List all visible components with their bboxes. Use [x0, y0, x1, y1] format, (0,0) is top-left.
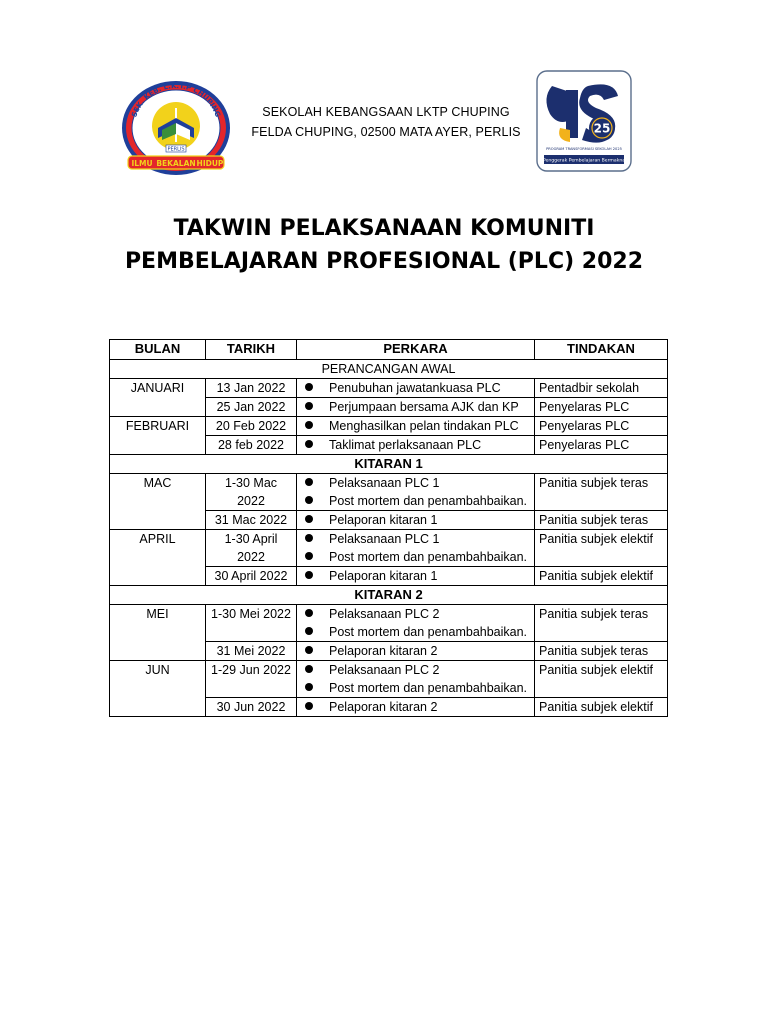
date-cell: 1-30 Mac 2022 [206, 474, 297, 511]
header-tarikh: TARIKH [206, 340, 297, 360]
items-cell [297, 511, 535, 530]
crest-top-text: SEK. KEB. L.K.T.P CHUPING [130, 81, 222, 119]
list-item: Pelaksanaan PLC 1 [301, 474, 530, 492]
document-header [0, 70, 768, 180]
month-cell: MAC [110, 474, 206, 530]
section-title: KITARAN 2 [110, 586, 668, 605]
list-item: Menghasilkan pelan tindakan PLC [301, 417, 530, 435]
list-item: Post mortem dan penambahbaikan. [301, 492, 530, 510]
crest-state-text: PERLIS [167, 146, 185, 153]
action-cell: Penyelaras PLC [535, 398, 668, 417]
items-cell [297, 698, 535, 717]
action-cell: Panitia subjek teras [535, 474, 668, 511]
date-cell: 30 Jun 2022 [206, 698, 297, 717]
items-cell [297, 379, 535, 398]
section-row [110, 455, 668, 474]
month-cell: JANUARI [110, 379, 206, 417]
school-info [244, 102, 528, 142]
list-item: Post mortem dan penambahbaikan. [301, 679, 530, 697]
list-item: Penubuhan jawatankuasa PLC [301, 379, 530, 397]
action-cell: Panitia subjek elektif [535, 567, 668, 586]
list-item: Pelaporan kitaran 2 [301, 698, 530, 716]
table-row [110, 417, 668, 436]
header-bulan: BULAN [110, 340, 206, 360]
school-crest-logo [120, 78, 232, 178]
date-cell: 28 feb 2022 [206, 436, 297, 455]
section-row [110, 586, 668, 605]
list-item: Taklimat perlaksanaan PLC [301, 436, 530, 454]
action-cell: Pentadbir sekolah [535, 379, 668, 398]
section-title: KITARAN 1 [110, 455, 668, 474]
action-cell: Panitia subjek elektif [535, 530, 668, 567]
list-item: Post mortem dan penambahbaikan. [301, 548, 530, 566]
items-cell [297, 661, 535, 698]
ts25-logo [536, 70, 632, 172]
date-cell: 31 Mac 2022 [206, 511, 297, 530]
list-item: Pelaksanaan PLC 2 [301, 605, 530, 623]
list-item: Pelaksanaan PLC 1 [301, 530, 530, 548]
table-header-row [110, 340, 668, 360]
table-row [110, 379, 668, 398]
date-cell: 1-30 April 2022 [206, 530, 297, 567]
items-cell [297, 605, 535, 642]
table-row [110, 474, 668, 511]
list-item: Pelaksanaan PLC 2 [301, 661, 530, 679]
date-cell: 1-30 Mei 2022 [206, 605, 297, 642]
header-perkara: PERKARA [297, 340, 535, 360]
month-cell: JUN [110, 661, 206, 717]
month-cell: APRIL [110, 530, 206, 586]
action-cell: Panitia subjek teras [535, 642, 668, 661]
action-cell: Panitia subjek teras [535, 511, 668, 530]
table-row [110, 605, 668, 642]
plc-schedule-table [109, 339, 668, 717]
items-cell [297, 417, 535, 436]
month-cell: FEBRUARI [110, 417, 206, 455]
table-row [110, 530, 668, 567]
date-cell: 31 Mei 2022 [206, 642, 297, 661]
action-cell: Panitia subjek teras [535, 605, 668, 642]
date-cell: 30 April 2022 [206, 567, 297, 586]
items-cell [297, 642, 535, 661]
action-cell: Penyelaras PLC [535, 417, 668, 436]
title-line-2: PEMBELAJARAN PROFESIONAL (PLC) 2022 [124, 249, 644, 274]
list-item: Perjumpaan bersama AJK dan KP [301, 398, 530, 416]
crest-motto-3: HIDUP [196, 159, 224, 168]
items-cell [297, 567, 535, 586]
table-row [110, 661, 668, 698]
action-cell: Panitia subjek elektif [535, 661, 668, 698]
date-cell: 20 Feb 2022 [206, 417, 297, 436]
month-cell: MEI [110, 605, 206, 661]
date-cell: 13 Jan 2022 [206, 379, 297, 398]
ts25-caption: PROGRAM TRANSFORMASI SEKOLAH 2025 [546, 147, 622, 151]
list-item: Pelaporan kitaran 1 [301, 567, 530, 585]
section-row [110, 360, 668, 379]
list-item: Pelaporan kitaran 1 [301, 511, 530, 529]
crest-motto-1: ILMU [131, 159, 153, 168]
crest-motto-2: BEKALAN [156, 159, 196, 168]
list-item: Pelaporan kitaran 2 [301, 642, 530, 660]
items-cell [297, 398, 535, 417]
title-line-1: TAKWIN PELAKSANAAN KOMUNITI [173, 216, 595, 241]
date-cell: 25 Jan 2022 [206, 398, 297, 417]
action-cell: Panitia subjek elektif [535, 698, 668, 717]
school-address: FELDA CHUPING, 02500 MATA AYER, PERLIS [251, 125, 521, 139]
header-tindakan: TINDAKAN [535, 340, 668, 360]
action-cell: Penyelaras PLC [535, 436, 668, 455]
section-title: PERANCANGAN AWAL [110, 360, 668, 379]
items-cell [297, 530, 535, 567]
ts25-number: 25 [593, 121, 611, 136]
items-cell [297, 436, 535, 455]
list-item: Post mortem dan penambahbaikan. [301, 623, 530, 641]
page-title [60, 212, 708, 278]
items-cell [297, 474, 535, 511]
ts25-tagline: Penggerak Pembelajaran Bermakna [542, 158, 626, 164]
school-name: SEKOLAH KEBANGSAAN LKTP CHUPING [262, 105, 510, 119]
date-cell: 1-29 Jun 2022 [206, 661, 297, 698]
